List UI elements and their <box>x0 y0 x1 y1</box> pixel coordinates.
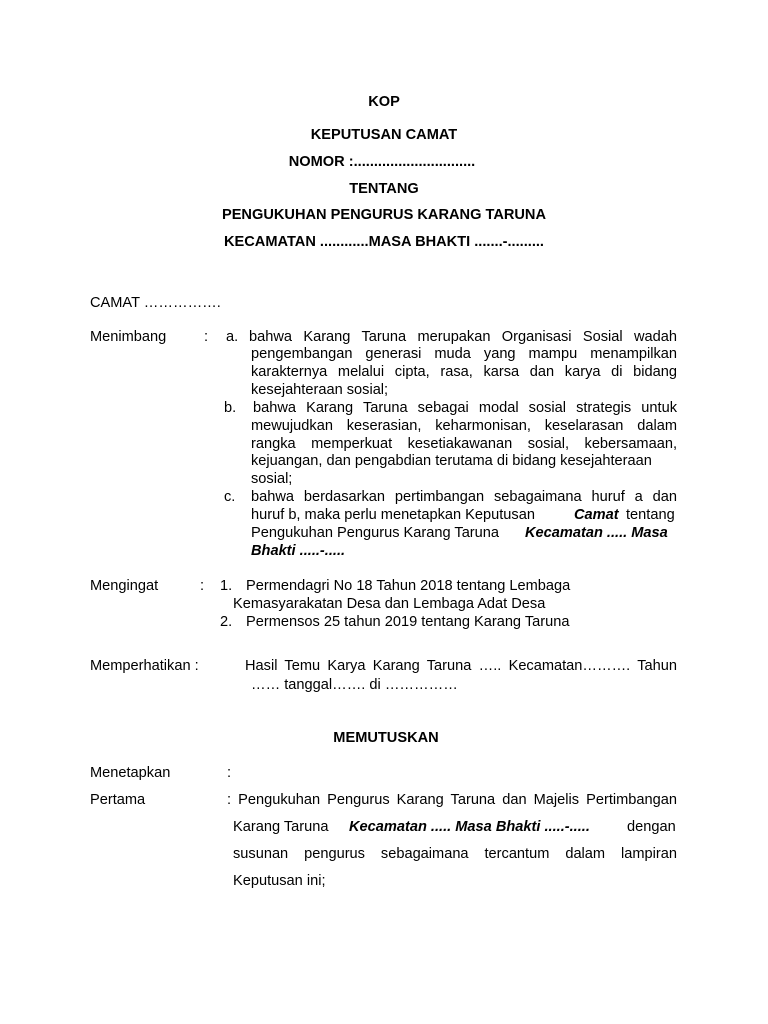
item-line: bahwa Karang Taruna sebagai modal sosial strategis untuk <box>253 400 677 416</box>
tentang-heading: TENTANG <box>349 181 419 197</box>
item-emphasis: Kecamatan ..... Masa <box>525 525 668 541</box>
kop-label: KOP <box>368 94 400 110</box>
menimbang-label: Menimbang <box>90 329 167 345</box>
pertama-line: dengan <box>627 819 676 835</box>
item-line: tentang <box>626 507 675 523</box>
item-marker: c. <box>224 489 236 505</box>
pertama-line: susunan pengurus sebagaimana tercantum dalam lampiran <box>233 846 677 862</box>
item-marker: 1. <box>220 578 233 594</box>
item-line: bahwa Karang Taruna merupakan Organisasi Sosial wadah <box>249 329 677 345</box>
item-line: huruf b, maka perlu menetapkan Keputusan <box>251 507 535 523</box>
subject-line-1: PENGUKUHAN PENGURUS KARANG TARUNA <box>221 207 547 223</box>
item-marker: a. <box>226 329 239 345</box>
subject-line-2: KECAMATAN ............MASA BHAKTI .......-......... <box>224 234 544 250</box>
item-emphasis: Bhakti .....-..... <box>251 543 346 559</box>
item-marker: b. <box>224 400 237 416</box>
item-line: pengembangan generasi muda yang mampu menampilkan <box>251 346 677 362</box>
menimbang-colon: : <box>204 329 209 345</box>
memutuskan-heading: MEMUTUSKAN <box>333 730 439 746</box>
item-line: Permendagri No 18 Tahun 2018 tentang Lembaga <box>246 578 571 594</box>
mengingat-colon: : <box>200 578 205 594</box>
memperhatikan-line: …… tanggal……. di …………… <box>251 677 458 693</box>
item-line: bahwa berdasarkan pertimbangan sebagaimana huruf a dan <box>251 489 677 505</box>
memperhatikan-line: Hasil Temu Karya Karang Taruna ….. Kecamatan………. Tahun <box>245 658 677 674</box>
item-line: sosial; <box>251 471 293 487</box>
camat-line: CAMAT ……………. <box>90 295 221 311</box>
item-emphasis: Camat <box>574 507 619 523</box>
pertama-line: Karang Taruna <box>233 819 329 835</box>
document-number: NOMOR :.............................. <box>288 154 476 170</box>
mengingat-label: Mengingat <box>90 578 159 594</box>
item-line: Permensos 25 tahun 2019 tentang Karang Taruna <box>246 614 570 630</box>
pertama-label: Pertama <box>90 792 146 808</box>
pertama-line: : Pengukuhan Pengurus Karang Taruna dan Majelis Pertimbangan <box>227 792 677 808</box>
memperhatikan-label: Memperhatikan : <box>90 658 199 674</box>
item-line: Kemasyarakatan Desa dan Lembaga Adat Desa <box>233 596 546 612</box>
item-marker: 2. <box>220 614 233 630</box>
pertama-line: Keputusan ini; <box>233 873 326 889</box>
pertama-emphasis: Kecamatan ..... Masa Bhakti .....-..... <box>349 819 590 835</box>
item-line: rangka memperkuat kesetiakawanan sosial, kebersamaan, <box>251 436 677 452</box>
menetapkan-colon: : <box>227 765 232 781</box>
item-line: Pengukuhan Pengurus Karang Taruna <box>251 525 500 541</box>
item-line: mewujudkan keserasian, keharmonisan, keselarasan dalam <box>251 418 677 434</box>
item-line: karakternya melalui cipta, rasa, karsa dan karya di bidang <box>251 364 677 380</box>
item-line: kesejahteraan sosial; <box>251 382 389 398</box>
item-line: kejuangan, dan pengabdian terutama di bidang kesejahteraan <box>251 453 652 469</box>
menetapkan-label: Menetapkan <box>90 765 171 781</box>
document-title: KEPUTUSAN CAMAT <box>310 127 458 143</box>
